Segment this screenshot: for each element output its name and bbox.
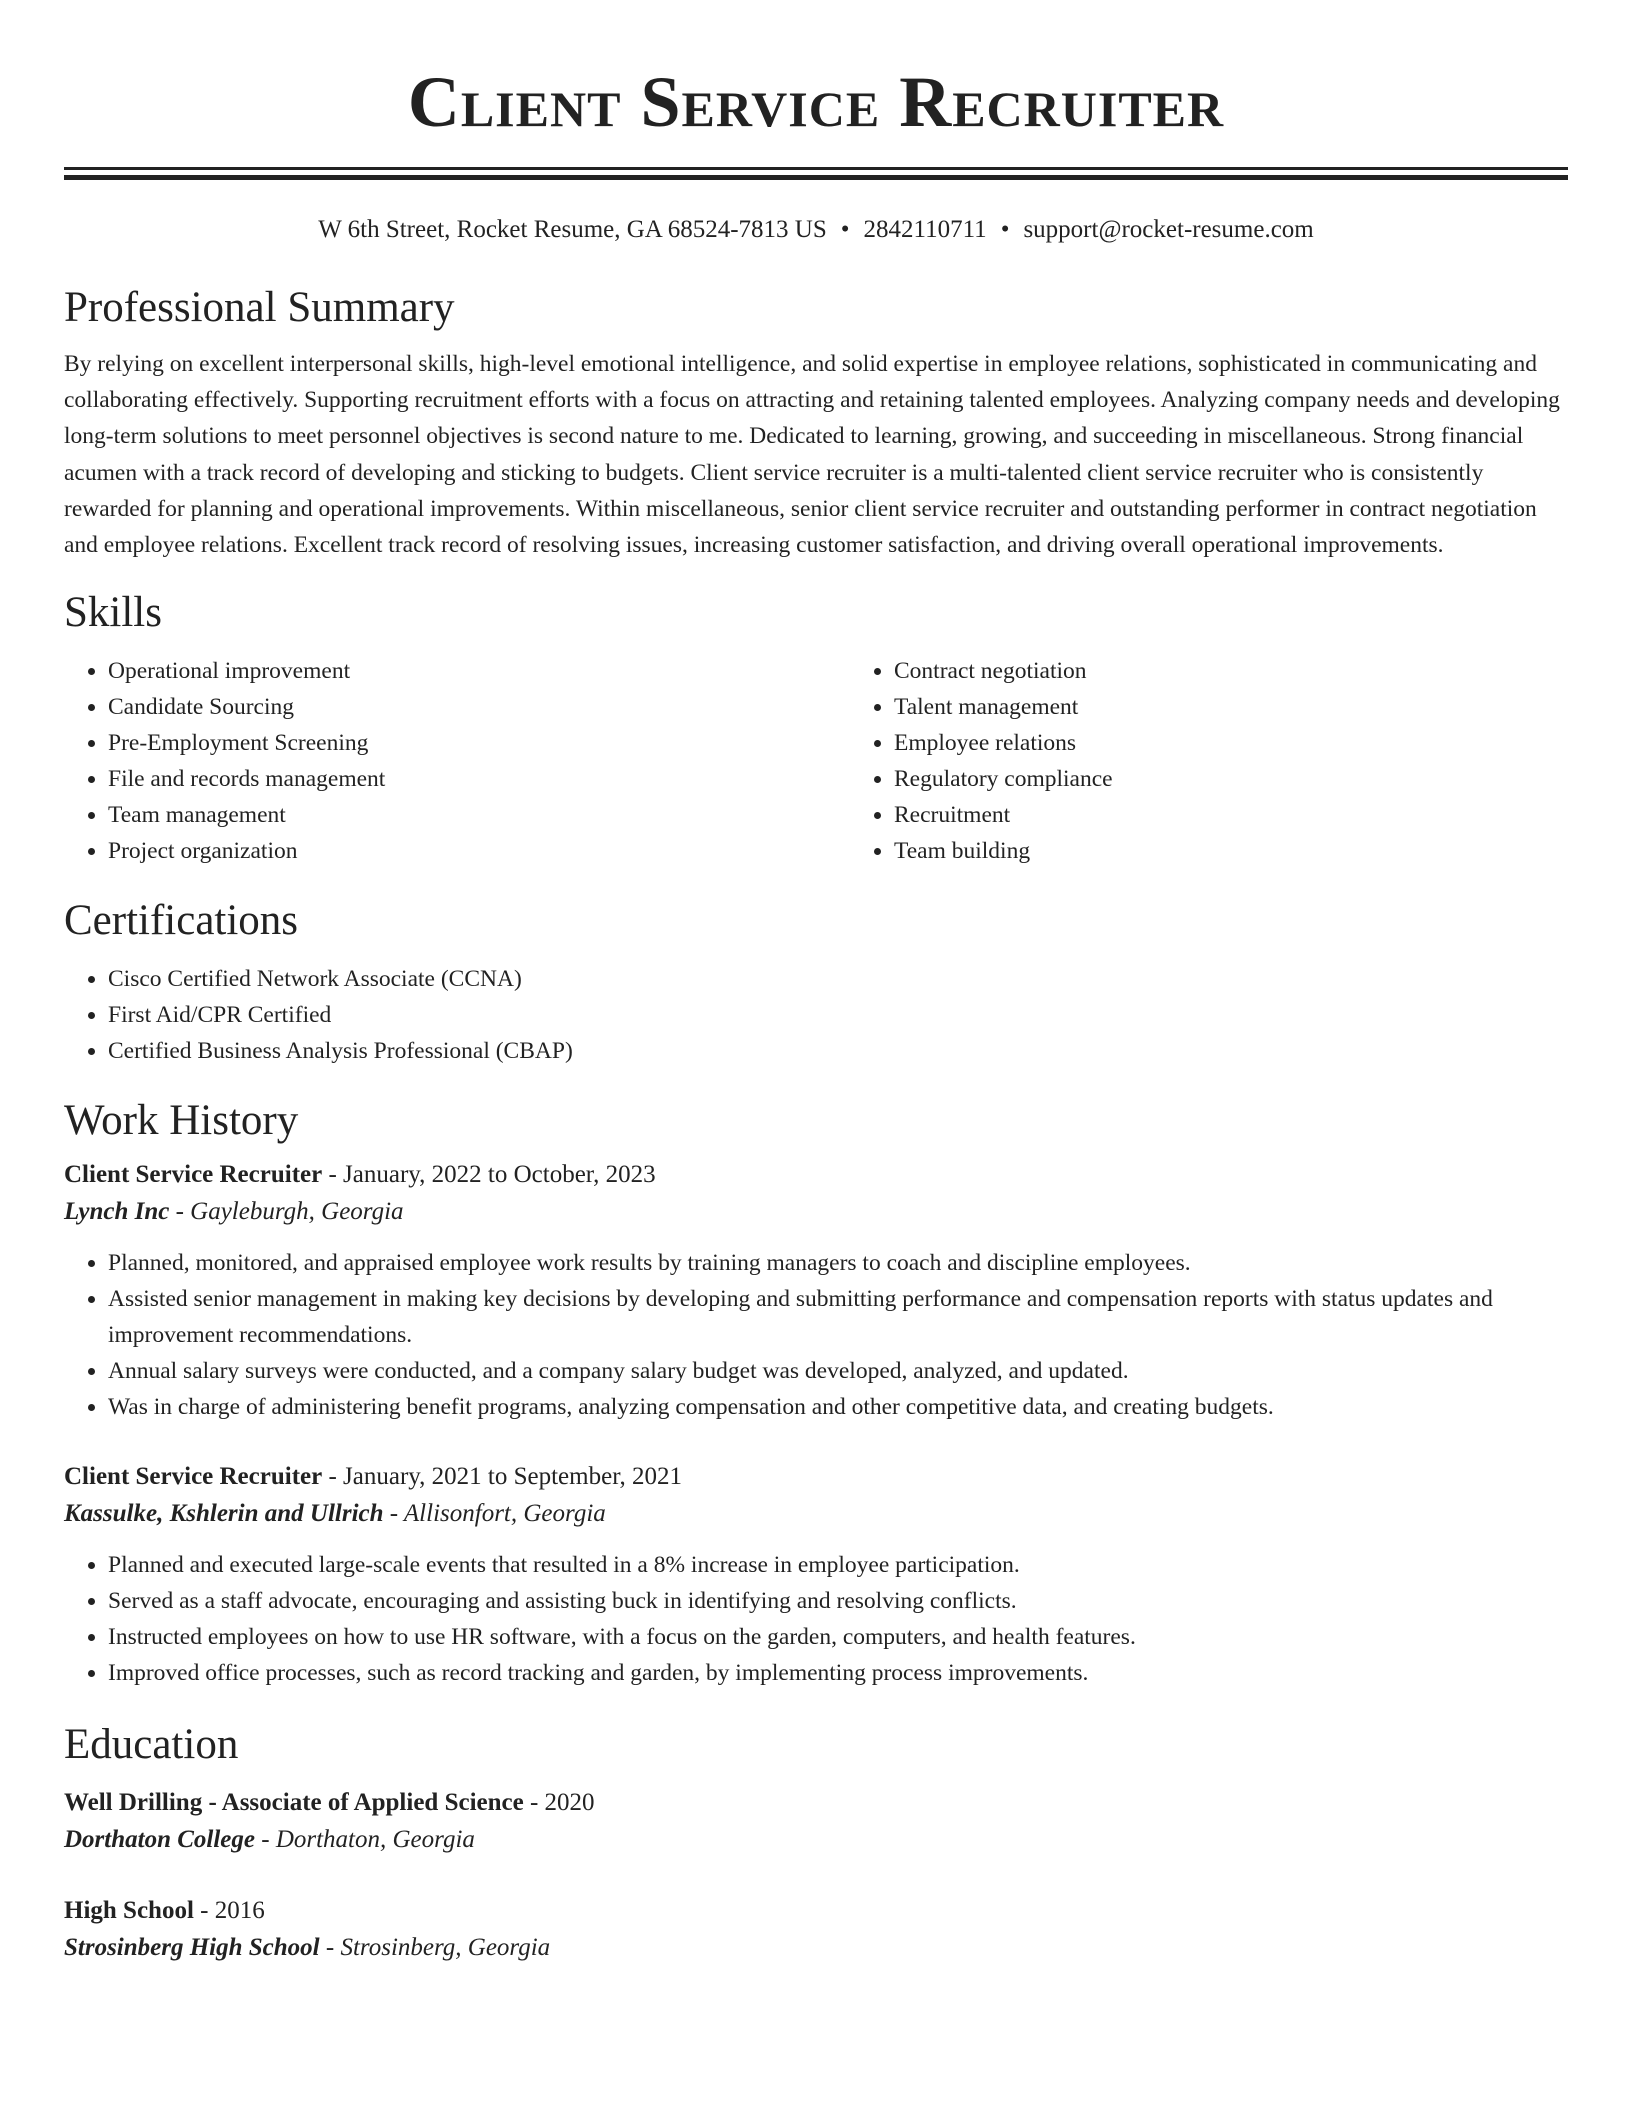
- education-school-line: [64, 1821, 1568, 1859]
- contact-email: support@rocket-resume.com: [1023, 216, 1314, 243]
- skill-item: • Project organization: [108, 833, 850, 869]
- certification-item: • First Aid/CPR Certified: [108, 997, 1568, 1033]
- summary-text: By relying on excellent interpersonal skills, high-level emotional intelligence, and solid expertise in employee relations, sophisticated in communicating and collaborating effectively. Supporting recruitment efforts with a focus on attracting and retaining talented employees. Analyzing company needs and developing long-term solutions to meet personnel objectives is second nature to me. Dedicated to learning, growing, and succeeding in miscellaneous. Strong financial acumen with a track record of developing and sticking to budgets. Client service recruiter is a multi-talented client service recruiter who is consistently rewarded for planning and operational improvements. Within miscellaneous, senior client service recruiter and outstanding performer in contract negotiation and employee relations. Excellent track record of resolving issues, increasing customer satisfaction, and driving overall operational improvements.: [64, 351, 1560, 559]
- job-bullet: • Planned, monitored, and appraised employee work results by training managers to coach and discipline employees.: [108, 1245, 1568, 1281]
- job-bullet: • Instructed employees on how to use HR software, with a focus on the garden, computers, and health features.: [108, 1619, 1568, 1655]
- skills-list-left: [64, 653, 850, 869]
- job-bullet: • Assisted senior management in making key decisions by developing and submitting performance and compensation reports with status updates and improvement recommendations.: [108, 1281, 1568, 1353]
- contact-separator: •: [1000, 216, 1010, 243]
- job-bullets: [64, 1547, 1568, 1691]
- job-role: Client Service Recruiter: [64, 1463, 323, 1491]
- header-rule-thin: [64, 167, 1568, 170]
- education-degree-line: [64, 1893, 1568, 1929]
- job-bullet: • Improved office processes, such as record tracking and garden, by implementing process improvements.: [108, 1655, 1568, 1691]
- contact-separator: •: [840, 216, 850, 243]
- contact-address: W 6th Street, Rocket Resume, GA 68524-7813 US: [318, 216, 827, 243]
- resume-page: [64, 0, 1568, 1967]
- job-entry: [64, 1459, 1568, 1691]
- job-bullet: • Served as a staff advocate, encouraging and assisting buck in identifying and resolving conflicts.: [108, 1583, 1568, 1619]
- certification-item: • Certified Business Analysis Professional (CBAP): [108, 1033, 1568, 1069]
- education-school: Strosinberg High School: [64, 1934, 320, 1962]
- education-degree-line: [64, 1785, 1568, 1821]
- job-title-line: [64, 1459, 1568, 1495]
- job-company: Lynch Inc: [64, 1198, 170, 1226]
- skill-item: • Team management: [108, 797, 850, 833]
- education-school-line: [64, 1929, 1568, 1967]
- work-history-heading: Work History: [64, 1097, 299, 1145]
- certifications-list: [64, 961, 1568, 1069]
- skill-item: • Team building: [894, 833, 1632, 869]
- job-company: Kassulke, Kshlerin and Ullrich: [64, 1500, 384, 1528]
- job-company-line: [64, 1193, 1568, 1231]
- job-bullet: • Was in charge of administering benefit programs, analyzing compensation and other competitive data, and creating budgets.: [108, 1389, 1568, 1425]
- job-location: - Allisonfort, Georgia: [383, 1500, 606, 1528]
- job-dates: - January, 2022 to October, 2023: [322, 1161, 656, 1189]
- job-location: - Gayleburgh, Georgia: [169, 1198, 404, 1226]
- skill-item: • File and records management: [108, 761, 850, 797]
- education-location: - Strosinberg, Georgia: [319, 1934, 551, 1962]
- education-entry: [64, 1785, 1568, 1859]
- skill-item: • Talent management: [894, 689, 1632, 725]
- certification-item: • Cisco Certified Network Associate (CCNA): [108, 961, 1568, 997]
- job-role: Client Service Recruiter: [64, 1161, 323, 1189]
- education-degree: Well Drilling - Associate of Applied Science: [64, 1789, 524, 1817]
- skills-grid: [64, 653, 1568, 869]
- skills-heading: Skills: [64, 589, 162, 637]
- education-degree: High School: [64, 1897, 194, 1925]
- education-location: - Dorthaton, Georgia: [255, 1826, 475, 1854]
- skill-item: • Pre-Employment Screening: [108, 725, 850, 761]
- job-company-line: [64, 1495, 1568, 1533]
- education-school: Dorthaton College: [64, 1826, 255, 1854]
- skill-item: • Regulatory compliance: [894, 761, 1632, 797]
- skill-item: • Candidate Sourcing: [108, 689, 850, 725]
- certifications-heading: Certifications: [64, 897, 299, 945]
- contact-phone: 2842110711: [863, 216, 987, 243]
- education-year: - 2020: [523, 1789, 595, 1817]
- education-year: - 2016: [193, 1897, 265, 1925]
- summary-heading: Professional Summary: [64, 284, 455, 331]
- header-rule-thick: [64, 175, 1568, 180]
- job-bullets: [64, 1245, 1568, 1425]
- skill-item: • Contract negotiation: [894, 653, 1632, 689]
- job-dates: - January, 2021 to September, 2021: [322, 1463, 683, 1491]
- skills-list-right: [850, 653, 1632, 869]
- skill-item: • Employee relations: [894, 725, 1632, 761]
- job-bullet: • Annual salary surveys were conducted, and a company salary budget was developed, analyzed, and updated.: [108, 1353, 1568, 1389]
- education-heading: Education: [64, 1721, 239, 1769]
- skill-item: • Operational improvement: [108, 653, 850, 689]
- candidate-name: Client Service Recruiter: [407, 62, 1225, 142]
- job-bullet: • Planned and executed large-scale events that resulted in a 8% increase in employee participation.: [108, 1547, 1568, 1583]
- job-title-line: [64, 1157, 1568, 1193]
- contact-line: [64, 214, 1568, 246]
- education-entry: [64, 1893, 1568, 1967]
- skill-item: • Recruitment: [894, 797, 1632, 833]
- job-entry: [64, 1157, 1568, 1425]
